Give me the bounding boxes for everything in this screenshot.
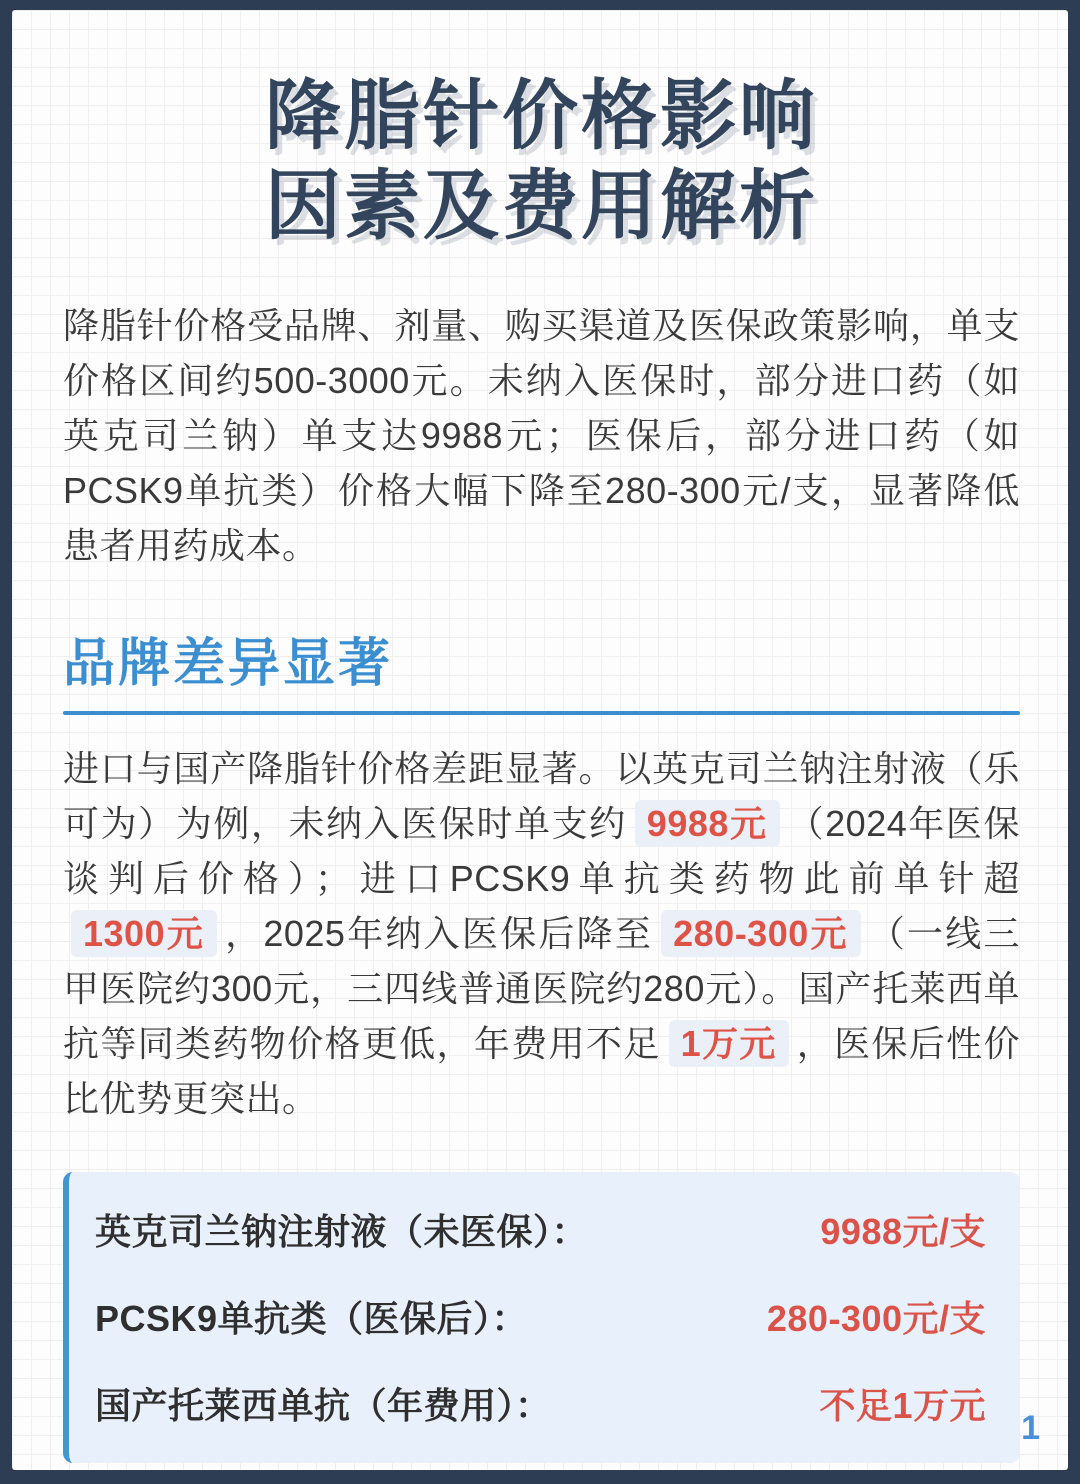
text-segment: （一线三甲医院约300元，三四线普通医院约280元）。国产托莱西单抗等同类药物价格更低，年费用不足 [63,913,1020,1064]
price-row-label: 国产托莱西单抗（年费用）： [95,1385,552,1426]
page-canvas [12,10,1068,1470]
price-row-value: 不足1万元 [819,1385,986,1426]
price-row-pcsk9 [95,1291,986,1342]
detail-paragraph [63,741,1020,1126]
price-row-value: 9988元/支 [820,1211,986,1252]
highlight-price-280-300: 280-300元 [661,910,861,957]
price-row-inclisiran [95,1204,986,1255]
price-row-label: PCSK9单抗类（医保后）： [95,1298,529,1339]
page-title-line1: 降脂针价格影响 [265,74,818,159]
text-segment: （2024年医保谈判后价格）；进口PCSK9单抗类药物此前单针超 [63,803,1020,899]
text-segment: 进口与国产降脂针价格差距显著。以英克司兰钠注射液（乐可为）为例，未纳入医保时单支约 [63,748,1020,844]
text-segment: ，2025年纳入医保后降至 [225,913,654,954]
price-summary-card [63,1172,1020,1463]
highlight-price-9988: 9988元 [635,800,780,847]
highlight-price-1wan: 1万元 [669,1020,789,1067]
text-segment: ，医保后性价比优势更突出。 [63,1023,1020,1119]
page-title [63,72,1020,252]
page-number: 1 [1021,1409,1040,1447]
page-title-line2: 因素及费用解析 [265,164,818,249]
intro-paragraph: 降脂针价格受品牌、剂量、购买渠道及医保政策影响，单支价格区间约500-3000元。未纳入医保时，部分进口药（如英克司兰钠）单支达9988元；医保后，部分进口药（如PCSK9单抗类）价格大幅下降至280-300元/支，显著降低患者用药成本。 [63,305,1020,566]
price-row-tolecimab [95,1378,986,1429]
highlight-price-1300: 1300元 [71,910,217,957]
price-row-value: 280-300元/支 [766,1298,986,1339]
section-heading: 品牌差异显著 [63,635,394,693]
price-row-label: 英克司兰钠注射液（未医保）： [95,1211,589,1252]
section-divider [63,711,1020,715]
